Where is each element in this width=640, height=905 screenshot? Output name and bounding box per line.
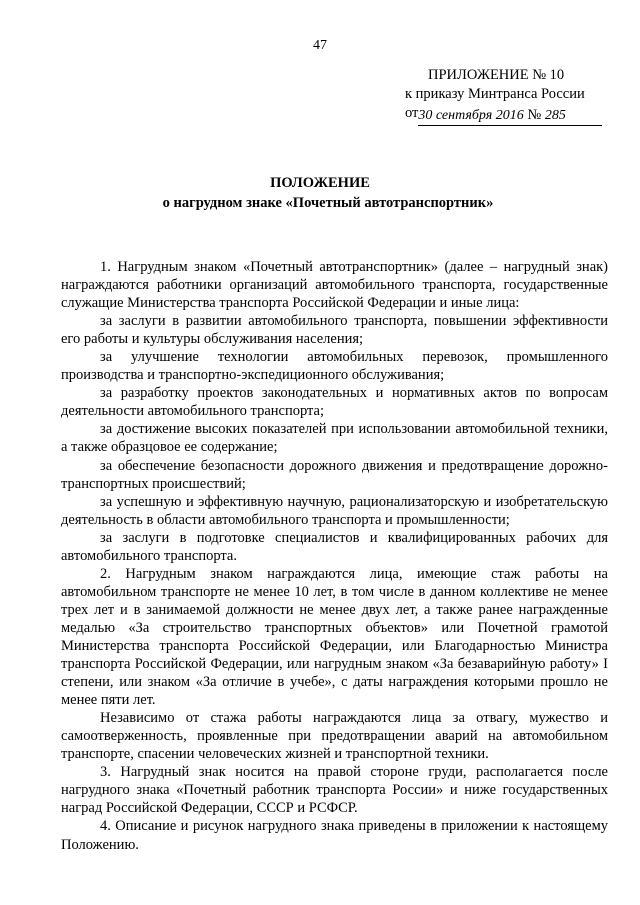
number-sign: № — [527, 107, 542, 123]
handwritten-date: 30 сентября 2016 — [418, 108, 524, 123]
paragraph-3: 3. Нагрудный знак носится на правой стороне груди, располагается после нагрудного знака «Почетный работник транспорта России» и ниже государственных наград Российской Федерации, СССР и РСФСР. — [61, 764, 608, 817]
paragraph-4: 4. Описание и рисунок нагрудного знака приведены в приложении к настоящему Положению. — [61, 818, 608, 853]
paragraph-2-continued: Независимо от стажа работы награждаются лица за отвагу, мужество и самоотверженность, проявленные при предотвращении аварий на автомобильном транспорте, спасении человеческих жизней и транспортной техники. — [61, 710, 608, 763]
paragraph-1-item-1: за заслуги в развитии автомобильного транспорта, повышении эффективности его работы и культуры обслуживания населения; — [61, 313, 608, 348]
paragraph-2: 2. Нагрудным знаком награждаются лица, имеющие стаж работы на автомобильном транспорте не менее 10 лет, в том числе в данном коллективе не менее трех лет и в занимаемой должности не менее двух лет, а также ранее награжденные медалью «За строительство транспортных объектов» или Почетной грамотой Министерства транспорта Российской Федерации, или Благодарностью Министра транспорта Российской Федерации, или нагрудным знаком «За безаварийную работу» I степени, или знаком «За отличие в учебе», с даты награждения которыми прошло не менее пяти лет. — [61, 565, 608, 709]
paragraph-1: 1. Нагрудным знаком «Почетный автотранспортник» (далее – нагрудный знак) награждаются работники организаций автомобильного транспорта, государственные служащие Министерства транспорта Российской Федерации и иные лица: — [61, 259, 608, 312]
paragraph-1-item-3: за разработку проектов законодательных и нормативных актов по вопросам деятельности автомобильного транспорта; — [61, 385, 608, 420]
paragraph-1-item-5: за обеспечение безопасности дорожного движения и предотвращение дорожно-транспортных происшествий; — [61, 457, 608, 492]
document-title — [0, 173, 640, 213]
title-line-1: ПОЛОЖЕНИЕ — [270, 175, 370, 191]
appendix-order-reference: к приказу Минтранса России — [405, 86, 585, 102]
appendix-title: ПРИЛОЖЕНИЕ № 10 — [428, 67, 565, 83]
document-body — [61, 258, 608, 854]
paragraph-1-item-6: за успешную и эффективную научную, рационализаторскую и изобретательскую деятельность в области автомобильного транспорта и промышленности; — [61, 493, 608, 528]
appendix-date-line — [405, 104, 620, 124]
paragraph-1-item-2: за улучшение технологии автомобильных перевозок, промышленного производства и транспортно-экспедиционного обслуживания; — [61, 349, 608, 384]
date-prefix: от — [405, 105, 419, 121]
handwritten-number: 285 — [544, 108, 566, 123]
appendix-header — [405, 66, 620, 124]
title-line-2: о нагрудном знаке «Почетный автотранспортник» — [162, 195, 494, 211]
paragraph-1-item-7: за заслуги в подготовке специалистов и квалифицированных рабочих для автомобильного транспорта. — [61, 529, 608, 564]
date-underline — [418, 106, 602, 126]
paragraph-1-item-4: за достижение высоких показателей при использовании автомобильной техники, а также образцовое ее содержание; — [61, 421, 608, 456]
page-number: 47 — [313, 38, 327, 53]
